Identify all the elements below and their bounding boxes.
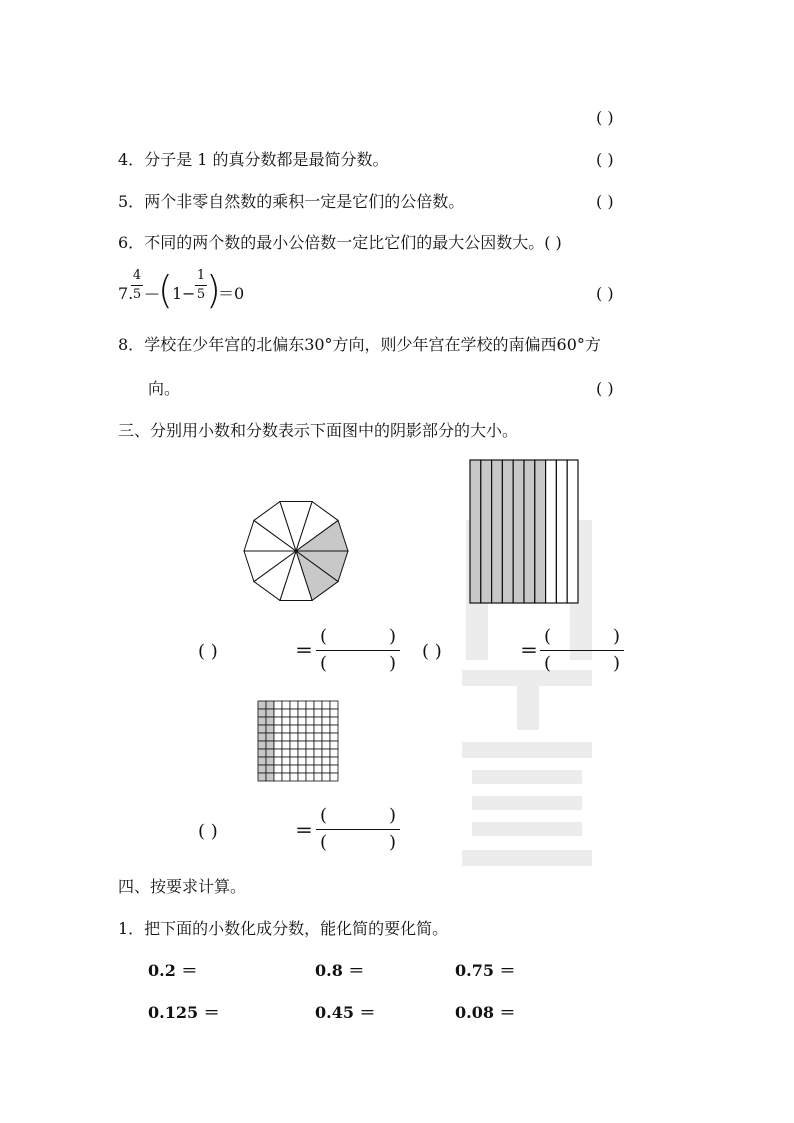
grid-cell — [330, 701, 338, 709]
grid-cell — [314, 709, 322, 717]
column-strip-5 — [513, 460, 524, 603]
figure2-numerator-close: ) — [612, 626, 620, 647]
grid-cell — [306, 717, 314, 725]
grid-cell — [314, 765, 322, 773]
grid-cell — [314, 717, 322, 725]
q5-line — [118, 192, 464, 212]
grid-cell — [330, 741, 338, 749]
calc-0-2: 0.2 ＝ — [148, 961, 198, 980]
grid-cell — [282, 733, 290, 741]
grid-cell — [306, 725, 314, 733]
grid-cell — [314, 773, 322, 781]
grid-cell — [258, 773, 266, 781]
calc-0-8: 0.8 ＝ — [315, 961, 365, 980]
q6-number: 6． — [118, 233, 145, 252]
grid-cell — [282, 765, 290, 773]
grid-cell — [330, 773, 338, 781]
grid-cell — [274, 765, 282, 773]
grid-cell — [274, 717, 282, 725]
grid-cell — [298, 765, 306, 773]
grid-cell — [298, 757, 306, 765]
q4-number: 4． — [118, 150, 145, 169]
grid-cell — [322, 701, 330, 709]
q7-minus-2: − — [182, 284, 196, 303]
figure3-denominator-open: ( — [320, 832, 328, 853]
q7-fraction-1-numerator: 4 — [132, 268, 142, 283]
grid-cell — [274, 757, 282, 765]
grid-cell — [290, 733, 298, 741]
grid-cell — [298, 749, 306, 757]
q7-answer-paren: ( ) — [596, 284, 614, 303]
grid-cell — [298, 773, 306, 781]
calc-0-45: 0.45 ＝ — [315, 1003, 376, 1022]
figure2-fraction-answer — [540, 626, 624, 675]
grid-cell — [258, 733, 266, 741]
grid-cell — [282, 757, 290, 765]
section-4-question-1: 1．把下面的小数化成分数，能化简的要化简。 — [118, 919, 449, 938]
grid-cell — [258, 765, 266, 773]
grid-cell — [282, 749, 290, 757]
q6-line — [118, 233, 562, 253]
grid-cell — [314, 733, 322, 741]
grid-cell — [306, 709, 314, 717]
grid-cell — [314, 749, 322, 757]
calc-0-08: 0.08 ＝ — [455, 1003, 516, 1022]
figure2-numerator-open: ( — [544, 626, 552, 647]
figure3-decimal-answer: ( ) — [198, 821, 218, 842]
figure1-denominator-close: ) — [388, 653, 396, 674]
q5-text: 两个非零自然数的乘积一定是它们的公倍数。 — [144, 192, 465, 211]
hundred-grid-figure — [257, 700, 339, 782]
grid-cell — [330, 717, 338, 725]
grid-cell — [266, 741, 274, 749]
grid-cell — [290, 701, 298, 709]
q7-right-bracket: ) — [206, 268, 221, 312]
grid-cell — [274, 701, 282, 709]
column-rectangle-figure — [469, 459, 579, 604]
grid-cell — [274, 749, 282, 757]
grid-cell — [322, 733, 330, 741]
figure1-fraction-answer — [316, 626, 400, 675]
q6-text: 不同的两个数的最小公倍数一定比它们的最大公因数大。 — [144, 233, 545, 252]
q7-fraction-1-bar — [131, 285, 143, 286]
q4-line — [118, 150, 389, 170]
q7-fraction-2-numerator: 1 — [196, 268, 206, 283]
grid-cell — [274, 709, 282, 717]
grid-cell — [282, 773, 290, 781]
grid-cell — [282, 741, 290, 749]
figure2-denominator-close: ) — [612, 653, 620, 674]
q8-number: 8． — [118, 335, 145, 354]
figure1-decimal-answer: ( ) — [198, 641, 218, 662]
grid-cell — [322, 773, 330, 781]
grid-cell — [258, 749, 266, 757]
grid-cell — [306, 773, 314, 781]
grid-cell — [306, 749, 314, 757]
grid-cell — [298, 741, 306, 749]
q4-text: 分子是 1 的真分数都是最简分数。 — [144, 150, 389, 169]
section-3-title: 三、分别用小数和分数表示下面图中的阴影部分的大小。 — [118, 421, 519, 440]
grid-cell — [306, 733, 314, 741]
grid-cell — [258, 709, 266, 717]
grid-cell — [266, 749, 274, 757]
q7-number: 7. — [118, 284, 134, 303]
grid-cell — [266, 701, 274, 709]
figure1-numerator-open: ( — [320, 626, 328, 647]
grid-cell — [258, 725, 266, 733]
grid-cell — [298, 725, 306, 733]
q7-fraction-1-denominator: 5 — [132, 287, 142, 302]
grid-cell — [306, 765, 314, 773]
grid-cell — [314, 725, 322, 733]
q8-line — [118, 335, 601, 355]
grid-cell — [298, 701, 306, 709]
grid-cell — [322, 757, 330, 765]
q7-fraction-1 — [131, 268, 143, 303]
grid-cell — [282, 709, 290, 717]
figure2-fraction-bar — [540, 650, 624, 651]
grid-cell — [330, 725, 338, 733]
q8-text: 学校在少年宫的北偏东30°方向，则少年宫在学校的南偏西60°方 — [144, 335, 601, 354]
grid-cell — [290, 725, 298, 733]
grid-cell — [258, 757, 266, 765]
grid-cell — [322, 749, 330, 757]
grid-cell — [298, 717, 306, 725]
grid-cell — [330, 765, 338, 773]
grid-cell — [306, 701, 314, 709]
figure2-equals: ＝ — [520, 641, 538, 662]
grid-cell — [330, 757, 338, 765]
column-strip-3 — [492, 460, 503, 603]
calc-0-75: 0.75 ＝ — [455, 961, 516, 980]
grid-cell — [258, 717, 266, 725]
grid-cell — [290, 749, 298, 757]
column-strip-4 — [502, 460, 513, 603]
column-strip-1 — [470, 460, 481, 603]
figure1-denominator-open: ( — [320, 653, 328, 674]
column-strip-2 — [481, 460, 492, 603]
grid-cell — [274, 733, 282, 741]
grid-cell — [306, 757, 314, 765]
grid-cell — [282, 717, 290, 725]
grid-cell — [322, 709, 330, 717]
grid-cell — [290, 717, 298, 725]
figure2-denominator-open: ( — [544, 653, 552, 674]
grid-cell — [314, 701, 322, 709]
figure1-fraction-bar — [316, 650, 400, 651]
grid-cell — [290, 741, 298, 749]
grid-cell — [322, 725, 330, 733]
q3-answer-paren: ( ) — [596, 108, 614, 127]
figure3-fraction-answer — [316, 805, 400, 854]
grid-cell — [290, 765, 298, 773]
figure1-numerator-close: ) — [388, 626, 396, 647]
grid-cell — [282, 725, 290, 733]
figure3-denominator-close: ) — [388, 832, 396, 853]
section-4-title: 四、按要求计算。 — [118, 877, 247, 896]
column-strip-10 — [567, 460, 578, 603]
decagon-figure — [240, 496, 360, 608]
q6-answer-paren: ( ) — [544, 233, 562, 252]
figure3-numerator-close: ) — [388, 805, 396, 826]
grid-cell — [274, 741, 282, 749]
grid-cell — [306, 741, 314, 749]
grid-cell — [274, 725, 282, 733]
grid-cell — [266, 709, 274, 717]
column-strip-8 — [546, 460, 557, 603]
grid-cell — [322, 741, 330, 749]
q7-left-bracket: ( — [158, 268, 173, 312]
q8-answer-paren: ( ) — [596, 379, 614, 398]
q7-equals-zero: ＝0 — [218, 284, 245, 303]
column-strip-6 — [524, 460, 535, 603]
grid-cell — [322, 765, 330, 773]
grid-cell — [290, 773, 298, 781]
figure3-equals: ＝ — [295, 821, 313, 842]
q7-fraction-2-denominator: 5 — [196, 287, 206, 302]
figure2-decimal-answer: ( ) — [422, 641, 442, 662]
figure1-equals: ＝ — [295, 641, 313, 662]
grid-cell — [298, 733, 306, 741]
grid-cell — [266, 757, 274, 765]
q4-answer-paren: ( ) — [596, 150, 614, 169]
grid-cell — [266, 733, 274, 741]
grid-cell — [258, 741, 266, 749]
grid-cell — [330, 749, 338, 757]
q7-one: 1 — [172, 284, 183, 303]
grid-cell — [314, 741, 322, 749]
grid-cell — [314, 757, 322, 765]
grid-cell — [290, 757, 298, 765]
grid-cell — [266, 725, 274, 733]
grid-cell — [266, 765, 274, 773]
grid-cell — [290, 709, 298, 717]
grid-cell — [258, 701, 266, 709]
figure3-numerator-open: ( — [320, 805, 328, 826]
grid-cell — [282, 701, 290, 709]
grid-cell — [322, 717, 330, 725]
column-strip-9 — [556, 460, 567, 603]
grid-cell — [266, 717, 274, 725]
q5-answer-paren: ( ) — [596, 192, 614, 211]
grid-cell — [266, 773, 274, 781]
grid-cell — [298, 709, 306, 717]
q7-minus-1: — — [145, 286, 159, 302]
calc-0-125: 0.125 ＝ — [148, 1003, 220, 1022]
grid-cell — [330, 709, 338, 717]
grid-cell — [274, 773, 282, 781]
q5-number: 5． — [118, 192, 145, 211]
q8-text-continued: 向。 — [148, 379, 181, 398]
grid-cell — [330, 733, 338, 741]
column-strip-7 — [535, 460, 546, 603]
figure3-fraction-bar — [316, 829, 400, 830]
